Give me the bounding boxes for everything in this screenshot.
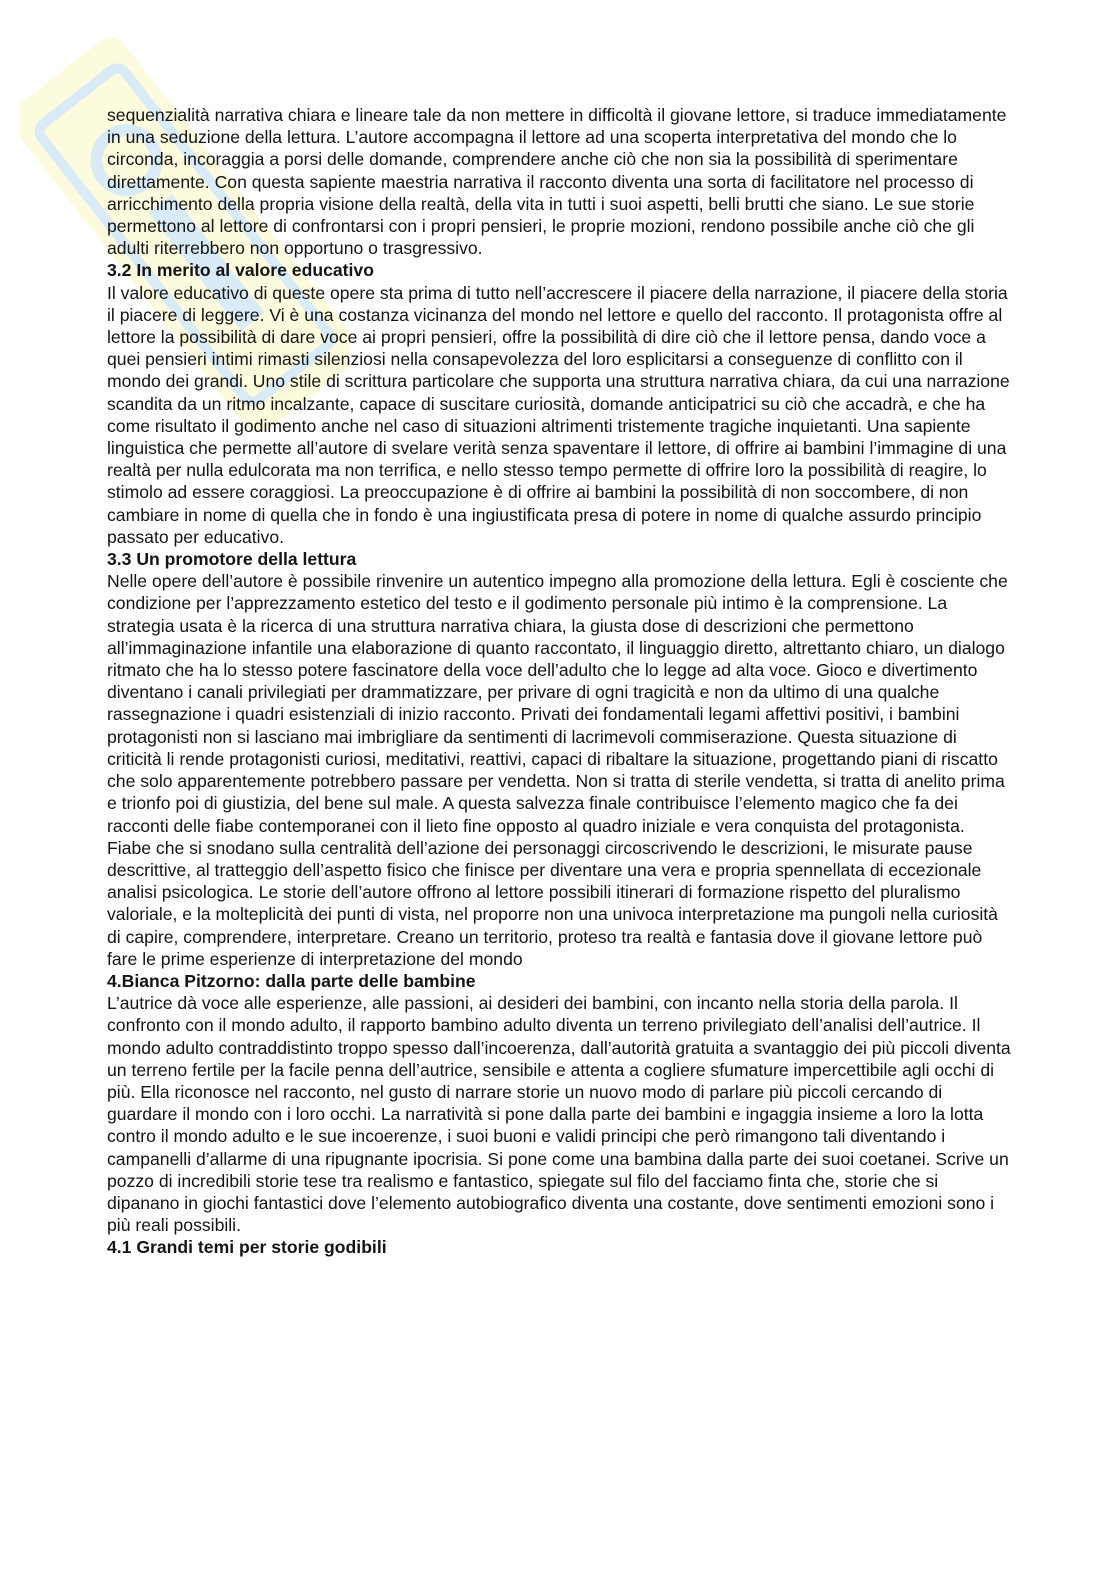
paragraph-intro: sequenzialità narrativa chiara e lineare tale da non mettere in difficoltà il giovane lettore, si traduce immediatamente in una seduzione della lettura. L’autore accompagna il lettore ad una scoperta interpretativa del mondo che lo circonda, incoraggia a porsi delle domande, comprendere anche ciò che non sia la possibilità di sperimentare direttamente. Con questa sapiente maestria narrativa il racconto diventa una sorta di facilitatore nel processo di arricchimento della propria visione della realtà, della vita in tutti i suoi aspetti, belli brutti che siano. Le sue storie permettono al lettore di confrontarsi con i propri pensieri, le proprie mozioni, rendono possibile anche ciò che gli adulti riterrebbero non opportuno o trasgressivo.	[107, 105, 1007, 259]
heading-3-3: 3.3 Un promotore della lettura	[107, 549, 357, 570]
paragraph-3-3: Nelle opere dell’autore è possibile rinvenire un autentico impegno alla promozione della lettura. Egli è cosciente che condizione per l’apprezzamento estetico del testo e il godimento personale più intimo è la comprensione. La strategia usata è la ricerca di una struttura narrativa chiara, la giusta dose di descrizioni che permettono all’immaginazione infantile una elaborazione di quanto raccontato, il linguaggio diretto, altrettanto chiaro, un dialogo ritmato che ha lo stesso potere fascinatore della voce dell’adulto che lo legge ad alta voce. Gioco e divertimento diventano i canali privilegiati per drammatizzare, per privare di ogni tragicità e non da ultimo di una qualche rassegnazione i quadri esistenziali di inizio racconto. Privati dei fondamentali legami affettivi positivi, i bambini protagonisti non si lasciano mai imbrigliare da sentimenti di lacrimevoli commiserazione. Questa situazione di criticità li rende protagonisti curiosi, meditativi, reattivi, capaci di ribaltare la situazione, progettando piani di riscatto che solo apparentemente potrebbero passare per vendetta. Non si tratta di sterile vendetta, si tratta di anelito prima e trionfo poi di giustizia, del bene sul male. A questa salvezza finale contribuisce l’elemento magico che fa dei racconti delle fiabe contemporanei con il lieto fine opposto al quadro iniziale e vera conquista del protagonista. Fiabe che si snodano sulla centralità dell’azione dei personaggi circoscrivendo le descrizioni, le misurate pause descrittive, al tratteggio dell’aspetto fisico che finisce per diventare una vera e propria spennellata di eccezionale analisi psicologica. Le storie dell’autore offrono al lettore possibili itinerari di formazione rispetto del pluralismo valoriale, e la molteplicità dei punti di vista, nel proporre non una univoca interpretazione ma pungoli nella curiosità di capire, comprendere, interpretare. Creano un territorio, proteso tra realtà e fantasia dove il giovane lettore può fare le prime esperienze di interpretazione del mondo	[107, 571, 1008, 969]
heading-4-1: 4.1 Grandi temi per storie godibili	[107, 1237, 387, 1258]
paragraph-4: L’autrice dà voce alle esperienze, alle passioni, ai desideri dei bambini, con incanto nella storia della parola. Il confronto con il mondo adulto, il rapporto bambino adulto diventa un terreno privilegiato dell’analisi dell’autrice. Il mondo adulto contraddistinto troppo spesso dall’incoerenza, dall’autorità gratuita a svantaggio dei più piccoli diventa un terreno fertile per la facile penna dell’autrice, sensibile e attenta a cogliere sfumature impercettibile agli occhi di più. Ella riconosce nel racconto, nel gusto di narrare storie un nuovo modo di parlare più piccoli cercando di guardare il mondo con i loro occhi. La narratività si pone dalla parte dei bambini e ingaggia insieme a loro la lotta contro il mondo adulto e le sue incoerenze, i suoi buoni e validi principi che però rimangono tali diventando i campanelli d’allarme di una ripugnante ipocrisia. Si pone come una bambina dalla parte dei suoi coetanei. Scrive un pozzo di incredibili storie tese tra realismo e fantastico, spiegate sul filo del facciamo finta che, storie che si dipanano in giochi fantastici dove l’elemento autobiografico diventa una costante, dove sentimenti emozioni sono i più reali possibili.	[107, 993, 1011, 1236]
paragraph-3-2: Il valore educativo di queste opere sta prima di tutto nell’accrescere il piacere della narrazione, il piacere della storia il piacere di leggere. Vi è una costanza vicinanza del mondo nel lettore e quello del racconto. Il protagonista offre al lettore la possibilità di dare voce ai propri pensieri, offre la possibilità di dire ciò che il lettore pensa, dando voce a quei pensieri intimi rimasti silenziosi nella consapevolezza del loro esplicitarsi a conseguenze di conflitto con il mondo dei grandi. Uno stile di scrittura particolare che supporta una struttura narrativa chiara, da cui una narrazione scandita da un ritmo incalzante, capace di suscitare curiosità, domande anticipatrici su ciò che accadrà, e che ha come risultato il godimento anche nel caso di situazioni altrimenti tristemente tragiche inquietanti. Una sapiente linguistica che permette all’autore di svelare verità senza spaventare il lettore, di offrire ai bambini l’immagine di una realtà per nulla edulcorata ma non terrifica, e nello stesso tempo permette di offrire loro la possibilità di reagire, lo stimolo ad essere coraggiosi. La preoccupazione è di offrire ai bambini la possibilità di non soccombere, di non cambiare in nome di quella che in fondo è una ingiustificata presa di potere in nome di qualche assurdo principio passato per educativo.	[107, 282, 1010, 547]
heading-3-2: 3.2 In merito al valore educativo	[107, 260, 374, 281]
heading-4: 4.Bianca Pitzorno: dalla parte delle bambine	[107, 970, 476, 991]
document-page	[107, 104, 1012, 1259]
